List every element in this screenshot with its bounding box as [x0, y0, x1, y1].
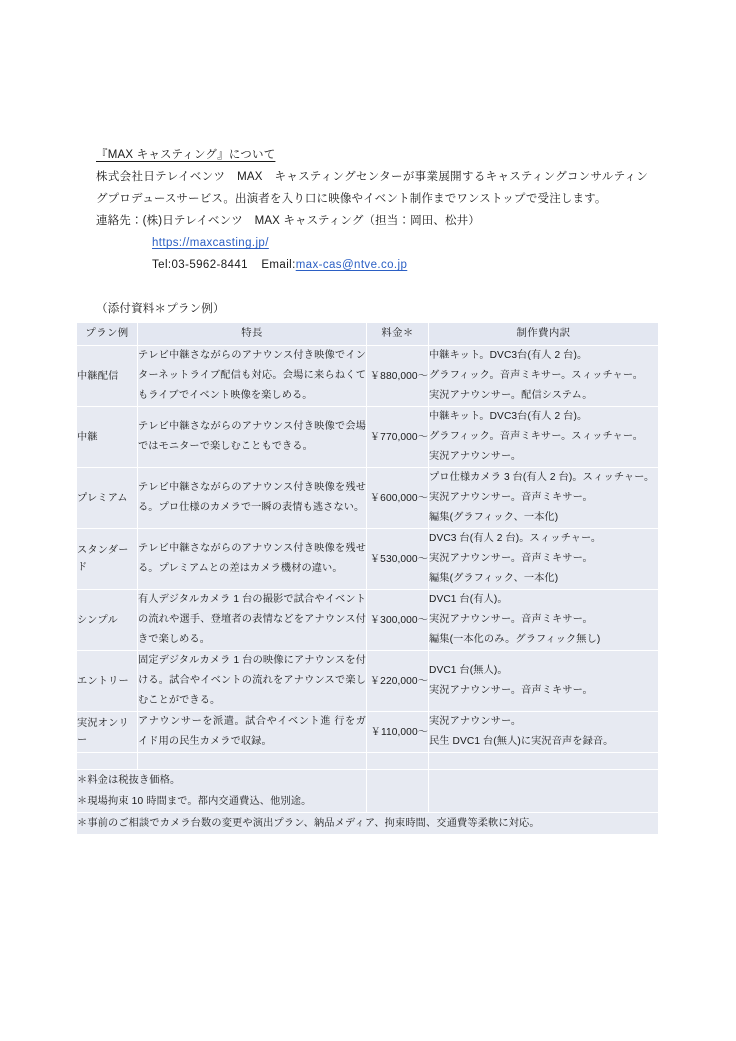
breakdown-line: 編集(グラフィック、一本化): [429, 512, 559, 523]
breakdown-line: 実況アナウンサー。音声ミキサー。: [429, 492, 593, 503]
spacer-cell: [429, 753, 659, 770]
document-heading-text: 『MAX キャスティング』について: [96, 149, 276, 161]
breakdown-line: 実況アナウンサー。: [429, 451, 522, 462]
breakdown-line: 編集(グラフィック、一本化): [429, 573, 559, 584]
plan-name-cell: プレミアム: [77, 468, 138, 529]
plan-name-cell: エントリー: [77, 651, 138, 712]
plan-feature-cell: テレビ中継さながらのアナウンス付き映像を残せる。プレミアムとの差はカメラ機材の違い。: [138, 529, 367, 590]
plan-feature-cell: テレビ中継さながらのアナウンス付き映像を残せる。プロ仕様のカメラで一瞬の表情も逃さない。: [138, 468, 367, 529]
spacer-cell: [367, 753, 429, 770]
email-link[interactable]: max-cas@ntve.co.jp: [295, 259, 408, 271]
breakdown-line: DVC1 台(無人)。: [429, 665, 508, 676]
breakdown-line: グラフィック。音声ミキサー。スィッチャー。: [429, 431, 643, 442]
plan-breakdown-cell: [429, 529, 659, 590]
note-line-1: ＊料金は税抜き価格。: [77, 775, 181, 786]
tel-email-row: [96, 254, 648, 276]
plan-table: [76, 322, 659, 835]
column-header-price: 料金＊: [367, 323, 429, 346]
table-spacer-row: [77, 753, 659, 770]
breakdown-line: DVC1 台(有人)。: [429, 594, 508, 605]
plan-price-cell: ￥300,000～: [367, 590, 429, 651]
plan-feature-cell: テレビ中継さながらのアナウンス付き映像で会場ではモニターで楽しむこともできる。: [138, 407, 367, 468]
plan-price-cell: ￥110,000～: [367, 712, 429, 753]
breakdown-line: 実況アナウンサー。音声ミキサー。: [429, 614, 593, 625]
telephone-number: Tel:03-5962-8441: [152, 259, 248, 271]
table-row: [77, 529, 659, 590]
plan-price-cell: ￥600,000～: [367, 468, 429, 529]
column-header-plan: プラン例: [77, 323, 138, 346]
breakdown-line: 実況アナウンサー。: [429, 716, 522, 727]
note-line-2: ＊現場拘束 10 時間まで。都内交通費込、他別途。: [77, 796, 312, 807]
plan-feature-cell: テレビ中継さながらのアナウンス付き映像でインターネットライブ配信も対応。会場に来らねくてもライブでイベント映像を楽しめる。: [138, 346, 367, 407]
plan-feature-cell: 固定デジタルカメラ 1 台の映像にアナウンスを付ける。試合やイベントの流れをアナウンスで楽しむことができる。: [138, 651, 367, 712]
contact-line: 連絡先：(株)日テレイベンツ MAX キャスティング（担当：岡田、松井）: [96, 215, 480, 227]
email-label: Email:: [261, 259, 296, 271]
breakdown-line: DVC3 台(有人 2 台)。スィッチャー。: [429, 533, 602, 544]
notes-empty-cell: [429, 770, 659, 813]
plan-price-cell: ￥880,000～: [367, 346, 429, 407]
plan-breakdown-cell: [429, 346, 659, 407]
table-notes-row: [77, 770, 659, 813]
plan-price-cell: ￥220,000～: [367, 651, 429, 712]
table-row: [77, 712, 659, 753]
document-heading: [96, 144, 648, 166]
plan-feature-cell: アナウンサーを派遣。試合やイベント進 行をガイド用の民生カメラで収録。: [138, 712, 367, 753]
notes-cell: [77, 770, 367, 813]
breakdown-line: 実況アナウンサー。配信システム。: [429, 390, 593, 401]
plan-breakdown-cell: [429, 590, 659, 651]
plan-name-cell: 中継配信: [77, 346, 138, 407]
plan-breakdown-cell: [429, 468, 659, 529]
plan-breakdown-cell: [429, 712, 659, 753]
plan-name-cell: 実況オンリー: [77, 712, 138, 753]
notes-empty-cell: [367, 770, 429, 813]
breakdown-line: 編集(一本化のみ。グラフィック無し): [429, 634, 601, 645]
plan-name-cell: シンプル: [77, 590, 138, 651]
website-link[interactable]: https://maxcasting.jp/: [152, 237, 269, 249]
plan-feature-cell: 有人デジタルカメラ 1 台の撮影で試合やイベントの流れや選手、登壇者の表情などをアナウンス付きで楽しめる。: [138, 590, 367, 651]
plan-breakdown-cell: [429, 407, 659, 468]
table-row: [77, 651, 659, 712]
column-header-breakdown: 制作費内訳: [429, 323, 659, 346]
breakdown-line: 民生 DVC1 台(無人)に実況音声を録音。: [429, 736, 614, 747]
intro-block: [96, 144, 648, 276]
plan-name-cell: スタンダード: [77, 529, 138, 590]
note-line-3: ＊事前のご相談でカメラ台数の変更や演出プラン、納品メディア、拘束時間、交通費等柔軟に対応。: [77, 813, 659, 835]
table-header-row: [77, 323, 659, 346]
website-link-row: [96, 232, 648, 254]
plan-name-cell: 中継: [77, 407, 138, 468]
table-row: [77, 468, 659, 529]
document-paragraph: 株式会社日テレイベンツ MAX キャスティングセンターが事業展開するキャスティングコンサルティングプロデュースサービス。出演者を入り口に映像やイベント制作までワンストップで受注します。: [96, 171, 648, 205]
breakdown-line: 実況アナウンサー。音声ミキサー。: [429, 553, 593, 564]
plan-price-cell: ￥530,000～: [367, 529, 429, 590]
table-notes-wide-row: [77, 813, 659, 835]
spacer-cell: [77, 753, 138, 770]
breakdown-line: グラフィック。音声ミキサー。スィッチャー。: [429, 370, 643, 381]
plan-table-container: [76, 322, 658, 835]
plan-table-body: [77, 346, 659, 835]
column-header-feature: 特長: [138, 323, 367, 346]
table-row: [77, 346, 659, 407]
breakdown-line: 実況アナウンサー。音声ミキサー。: [429, 685, 593, 696]
plan-price-cell: ￥770,000～: [367, 407, 429, 468]
breakdown-line: プロ仕様カメラ 3 台(有人 2 台)。スィッチャー。: [429, 472, 655, 483]
plan-breakdown-cell: [429, 651, 659, 712]
table-row: [77, 407, 659, 468]
attachment-caption: （添付資料＊プラン例）: [96, 303, 225, 315]
spacer-cell: [138, 753, 367, 770]
breakdown-line: 中継キット。DVC3台(有人 2 台)。: [429, 411, 588, 422]
plan-table-head: [77, 323, 659, 346]
table-row: [77, 590, 659, 651]
breakdown-line: 中継キット。DVC3台(有人 2 台)。: [429, 350, 588, 361]
